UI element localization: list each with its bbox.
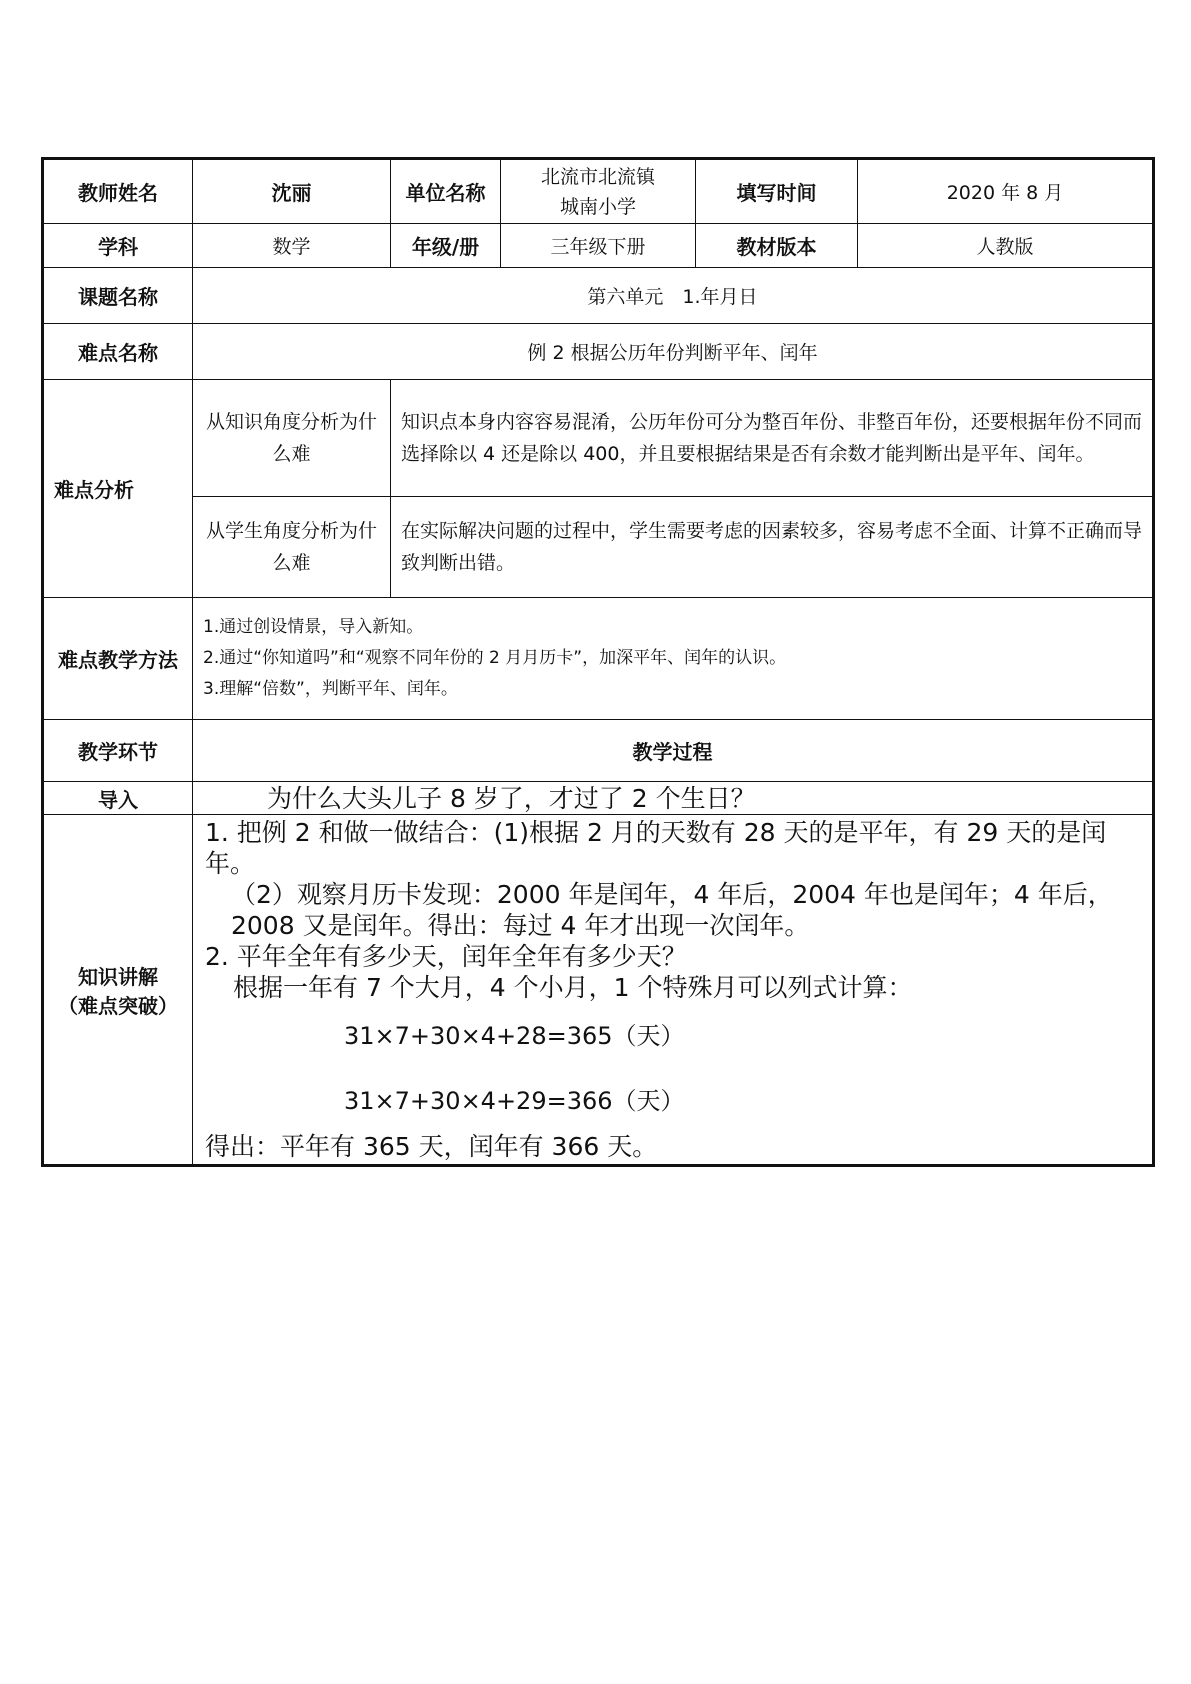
difficulty-value: 例 2 根据公历年份判断平年、闰年 (193, 324, 1154, 380)
table-row (43, 224, 1154, 268)
topic-label: 课题名称 (43, 268, 193, 324)
table-row (43, 324, 1154, 380)
knowledge-angle-text: 知识点本身内容容易混淆，公历年份可分为整百年份、非整百年份，还要根据年份不同而选择除以 4 还是除以 400，并且要根据结果是否有余数才能判断出是平年、闰年。 (391, 380, 1154, 497)
table-row (43, 268, 1154, 324)
table-row (43, 815, 1154, 1166)
teacher-value: 沈丽 (193, 159, 391, 224)
student-angle-text: 在实际解决问题的过程中，学生需要考虑的因素较多，容易考虑不全面、计算不正确而导致判断出错。 (391, 497, 1154, 598)
explain-line3: 2. 平年全年有多少天，闰年全年有多少天？ (205, 942, 687, 971)
unit-value (501, 159, 696, 224)
table-row (43, 720, 1154, 782)
date-value: 2020 年 8 月 (858, 159, 1154, 224)
unit-label: 单位名称 (391, 159, 501, 224)
edition-value: 人教版 (858, 224, 1154, 268)
table-row (43, 782, 1154, 815)
table-row (43, 380, 1154, 497)
intro-label: 导入 (43, 782, 193, 815)
methods-list (193, 598, 1154, 720)
formula-leap-year: 31×7+30×4+29=366（天） (344, 1087, 685, 1115)
analysis-label: 难点分析 (43, 380, 193, 598)
topic-value: 第六单元 1.年月日 (193, 268, 1154, 324)
explain-line2: （2）观察月历卡发现：2000 年是闰年，4 年后，2004 年也是闰年；4 年后，2008 又是闰年。得出：每过 4 年才出现一次闰年。 (231, 880, 1113, 940)
explain-content (193, 815, 1154, 1166)
methods-label: 难点教学方法 (43, 598, 193, 720)
table-row (43, 497, 1154, 598)
explain-label-line1: 知识讲解 (78, 964, 158, 989)
method-item: 3.理解“倍数”，判断平年、闰年。 (203, 679, 458, 699)
process-header: 教学过程 (193, 720, 1154, 782)
subject-value: 数学 (193, 224, 391, 268)
explain-conclusion: 得出：平年有 365 天，闰年有 366 天。 (205, 1132, 658, 1161)
unit-value-line2: 城南小学 (559, 195, 636, 218)
table-row (43, 598, 1154, 720)
subject-label: 学科 (43, 224, 193, 268)
grade-value: 三年级下册 (501, 224, 696, 268)
student-angle-label: 从学生角度分析为什么难 (193, 497, 391, 598)
date-label: 填写时间 (696, 159, 858, 224)
grade-label: 年级/册 (391, 224, 501, 268)
explain-line4: 根据一年有 7 个大月，4 个小月，1 个特殊月可以列式计算： (233, 973, 913, 1002)
explain-label-line2: （难点突破） (58, 993, 178, 1018)
explain-line1: 1. 把例 2 和做一做结合：(1)根据 2 月的天数有 28 天的是平年，有 29 天的是闰年。 (205, 818, 1107, 878)
intro-text: 为什么大头儿子 8 岁了，才过了 2 个生日？ (193, 782, 1154, 815)
table-row (43, 159, 1154, 224)
explain-label (43, 815, 193, 1166)
edition-label: 教材版本 (696, 224, 858, 268)
knowledge-angle-label: 从知识角度分析为什么难 (193, 380, 391, 497)
formula-common-year: 31×7+30×4+28=365（天） (344, 1022, 685, 1050)
method-item: 1.通过创设情景，导入新知。 (203, 617, 424, 637)
difficulty-label: 难点名称 (43, 324, 193, 380)
lesson-plan-sheet (41, 157, 1152, 1167)
unit-value-line1: 北流市北流镇 (540, 165, 655, 188)
method-item: 2.通过“你知道吗”和“观察不同年份的 2 月月历卡”，加深平年、闰年的认识。 (203, 648, 787, 668)
lesson-plan-table (41, 157, 1155, 1167)
stage-header: 教学环节 (43, 720, 193, 782)
teacher-label: 教师姓名 (43, 159, 193, 224)
